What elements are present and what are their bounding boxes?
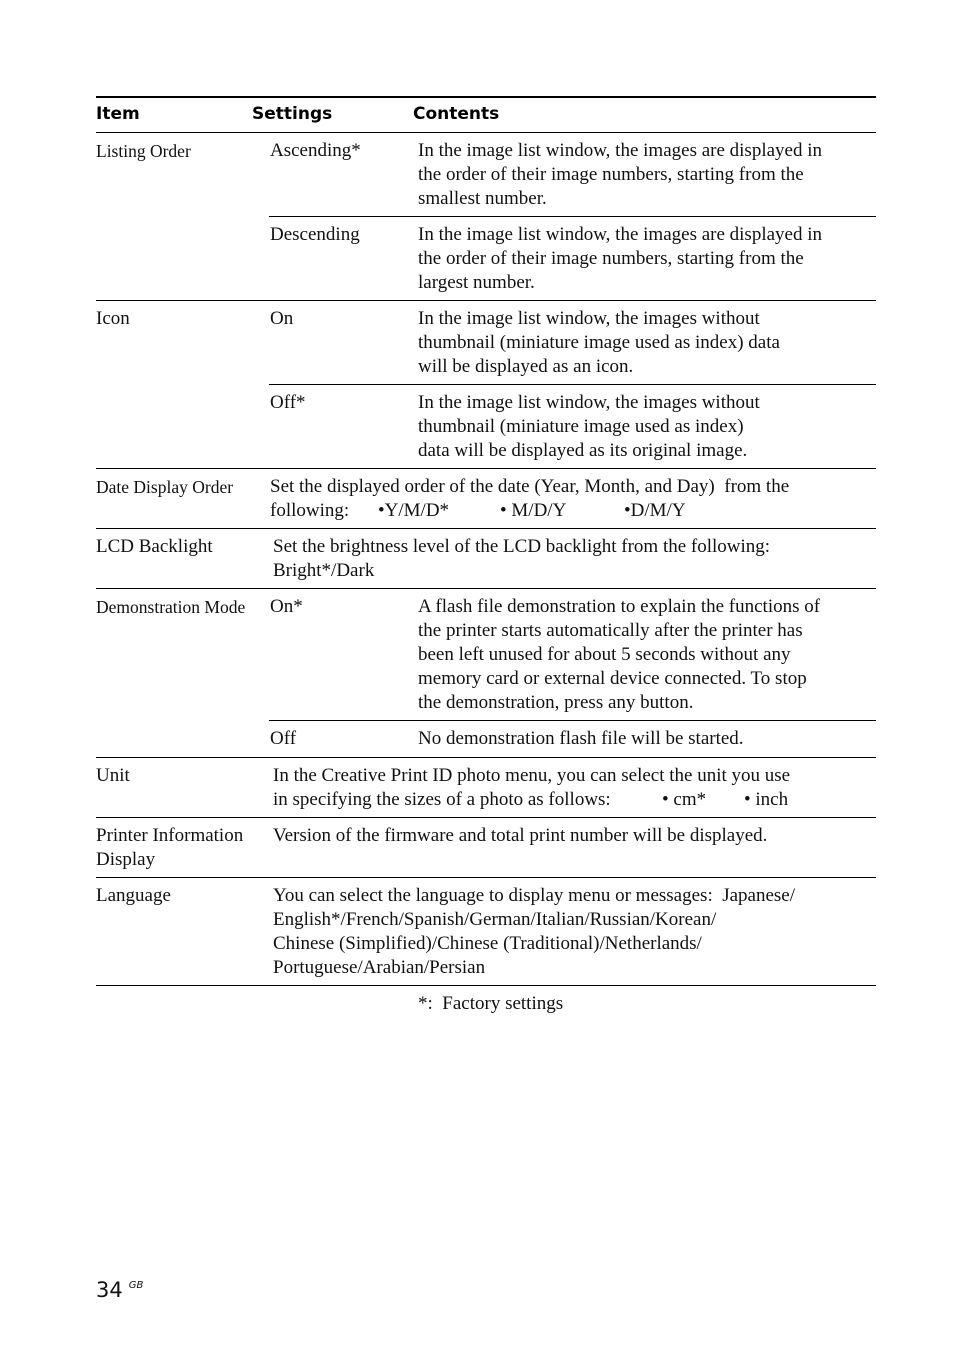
setting-descending: Descending — [270, 224, 360, 245]
text-line: data will be displayed as its original image. — [418, 440, 748, 461]
text-line: the order of their image numbers, starting from the — [418, 164, 804, 185]
contents-lcd-backlight — [273, 535, 770, 583]
date-option-mdy: • M/D/Y — [500, 500, 567, 521]
item-lcd-backlight: LCD Backlight — [96, 536, 213, 557]
item-icon: Icon — [96, 308, 130, 329]
row-rule — [96, 468, 876, 469]
text-line: In the image list window, the images without — [418, 392, 760, 413]
item-unit: Unit — [96, 765, 130, 786]
text-line: will be displayed as an icon. — [418, 356, 634, 377]
sub-rule — [269, 720, 876, 721]
text-line: In the image list window, the images are displayed in — [418, 140, 823, 161]
text-line: Bright*/Dark — [273, 560, 375, 581]
setting-demo-on: On* — [270, 596, 303, 617]
setting-icon-off: Off* — [270, 392, 306, 413]
header-item: Item — [96, 104, 140, 124]
contents-demo-on — [418, 595, 820, 715]
text-line: You can select the language to display menu or messages: Japanese/ — [273, 885, 796, 906]
footnote: *: Factory settings — [418, 993, 564, 1014]
sub-rule — [269, 216, 876, 217]
text-line: thumbnail (miniature image used as index) data — [418, 332, 780, 353]
table-bottom-rule — [96, 985, 876, 986]
text-line: English*/French/Spanish/German/Italian/Russian/Korean/ — [273, 909, 717, 930]
header-rule — [96, 132, 876, 133]
text-line: been left unused for about 5 seconds without any — [418, 644, 791, 665]
text-line: Portuguese/Arabian/Persian — [273, 957, 486, 978]
item-date-display-order: Date Display Order — [96, 477, 234, 497]
row-rule — [96, 757, 876, 758]
sub-rule — [269, 384, 876, 385]
contents-demo-off — [418, 727, 744, 751]
setting-icon-on: On — [270, 308, 294, 329]
setting-ascending: Ascending* — [270, 140, 361, 161]
item-listing-order: Listing Order — [96, 141, 191, 161]
contents-icon-off — [418, 391, 760, 463]
text-line: following: — [270, 500, 350, 521]
text-line: Chinese (Simplified)/Chinese (Traditional)/Netherlands/ — [273, 933, 702, 954]
text-line: Set the displayed order of the date (Year, Month, and Day) from the — [270, 476, 790, 497]
table-top-rule — [96, 96, 876, 98]
row-rule — [96, 588, 876, 589]
item-language: Language — [96, 885, 171, 906]
text-line: in specifying the sizes of a photo as follows: — [273, 789, 611, 810]
item-printer-information-display — [96, 824, 243, 872]
unit-option-inch: • inch — [744, 789, 789, 810]
date-option-dmy: •D/M/Y — [624, 500, 686, 521]
contents-printer-information — [273, 824, 767, 848]
text-line: thumbnail (miniature image used as index) — [418, 416, 744, 437]
text-line: memory card or external device connected. To stop — [418, 668, 807, 689]
contents-ascending — [418, 139, 822, 211]
contents-icon-on — [418, 307, 780, 379]
text-line: No demonstration flash file will be started. — [418, 728, 744, 749]
text-line: Display — [96, 849, 156, 870]
row-rule — [96, 817, 876, 818]
contents-descending — [418, 223, 822, 295]
text-line: Printer Information — [96, 825, 244, 846]
row-rule — [96, 528, 876, 529]
text-line: A flash file demonstration to explain the functions of — [418, 596, 821, 617]
text-line: Version of the firmware and total print number will be displayed. — [273, 825, 768, 846]
text-line: In the image list window, the images without — [418, 308, 760, 329]
item-demonstration-mode: Demonstration Mode — [96, 597, 246, 617]
date-option-ymd: •Y/M/D* — [378, 500, 450, 521]
page-number-value: 34 — [96, 1278, 123, 1302]
header-contents: Contents — [413, 104, 500, 124]
row-rule — [96, 877, 876, 878]
text-line: In the image list window, the images are displayed in — [418, 224, 823, 245]
text-line: In the Creative Print ID photo menu, you can select the unit you use — [273, 765, 791, 786]
text-line: the order of their image numbers, starting from the — [418, 248, 804, 269]
page-number — [96, 1278, 143, 1302]
row-rule — [96, 300, 876, 301]
header-settings: Settings — [252, 104, 333, 124]
text-line: the printer starts automatically after the printer has — [418, 620, 803, 641]
page-region-code: GB — [128, 1280, 144, 1291]
setting-demo-off: Off — [270, 728, 297, 749]
unit-option-cm: • cm* — [662, 789, 707, 810]
text-line: the demonstration, press any button. — [418, 692, 694, 713]
text-line: smallest number. — [418, 188, 547, 209]
text-line: largest number. — [418, 272, 535, 293]
contents-language — [273, 884, 795, 980]
contents-unit — [273, 764, 790, 812]
text-line: Set the brightness level of the LCD backlight from the following: — [273, 536, 771, 557]
